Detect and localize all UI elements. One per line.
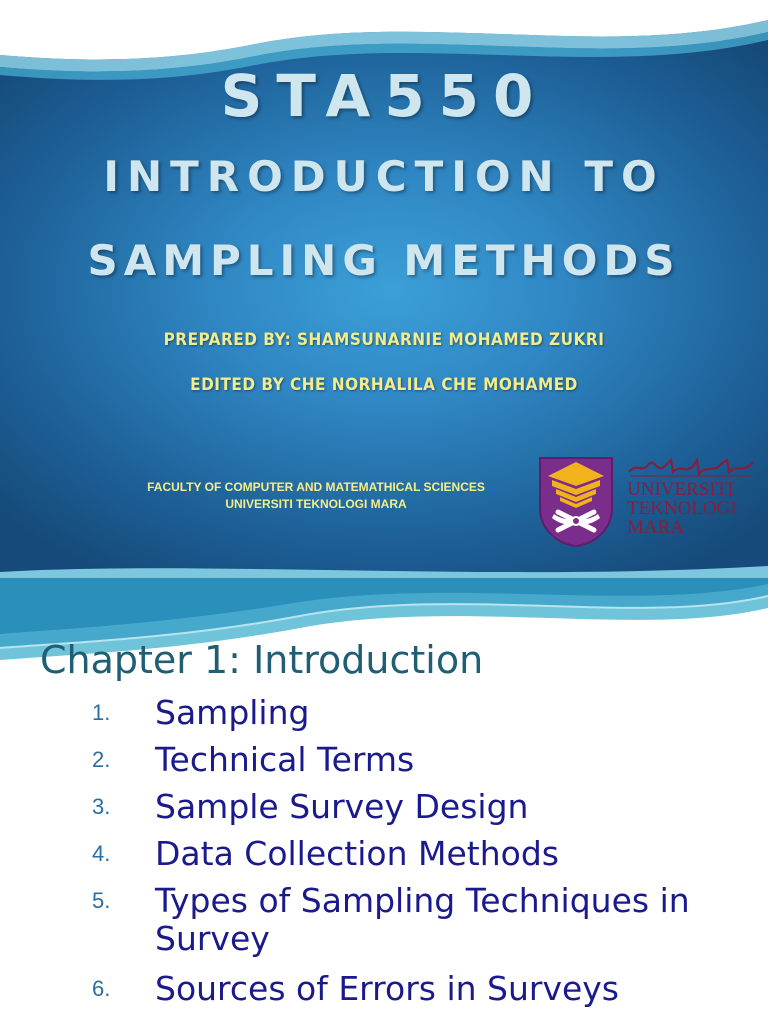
item-number: 4.: [92, 841, 111, 866]
list-item: [60, 970, 760, 1017]
item-number: 5.: [92, 888, 111, 913]
list-item: [60, 694, 760, 741]
list-item: [60, 788, 760, 835]
item-number: 2.: [92, 747, 111, 772]
item-label: Types of Sampling Techniques in Survey: [155, 881, 690, 958]
item-number: 3.: [92, 794, 111, 819]
list-item: [60, 835, 760, 882]
item-number: 1.: [92, 700, 111, 725]
bottom-wave-decoration: [0, 560, 768, 578]
item-label: Technical Terms: [155, 740, 415, 779]
wordmark-line-2: TEKNOLOGI: [627, 498, 737, 519]
uitm-wordmark: [627, 480, 767, 537]
title-line-2: SAMPLING METHODS: [87, 236, 681, 285]
faculty-line-2: UNIVERSITI TEKNOLOGI MARA: [225, 497, 407, 511]
faculty-line-1: FACULTY OF COMPUTER AND MATEMATHICAL SCIENCES: [147, 480, 485, 494]
item-label: Sample Survey Design: [155, 787, 529, 826]
wordmark-line-1: UNIVERSITI: [627, 479, 734, 500]
faculty-block: [96, 479, 536, 513]
chapter-slide: [0, 578, 768, 1024]
item-number: 6.: [92, 976, 111, 1001]
item-label: Sampling: [155, 693, 310, 732]
prepared-by: PREPARED BY: SHAMSUNARNIE MOHAMED ZUKRI: [163, 330, 605, 350]
edited-by: EDITED BY CHE NORHALILA CHE MOHAMED: [190, 375, 578, 395]
course-code: STA550: [220, 62, 548, 130]
jawi-wordmark-icon: [627, 456, 755, 478]
item-label: Sources of Errors in Surveys: [155, 969, 619, 1008]
wordmark-line-3: MARA: [627, 517, 685, 538]
list-item: [60, 882, 760, 970]
uitm-crest-icon: [538, 456, 614, 548]
topic-list: [60, 694, 760, 1017]
list-item: [60, 741, 760, 788]
chapter-title: Chapter 1: Introduction: [40, 638, 484, 682]
item-label: Data Collection Methods: [155, 834, 559, 873]
title-line-1: INTRODUCTION TO: [103, 152, 665, 201]
